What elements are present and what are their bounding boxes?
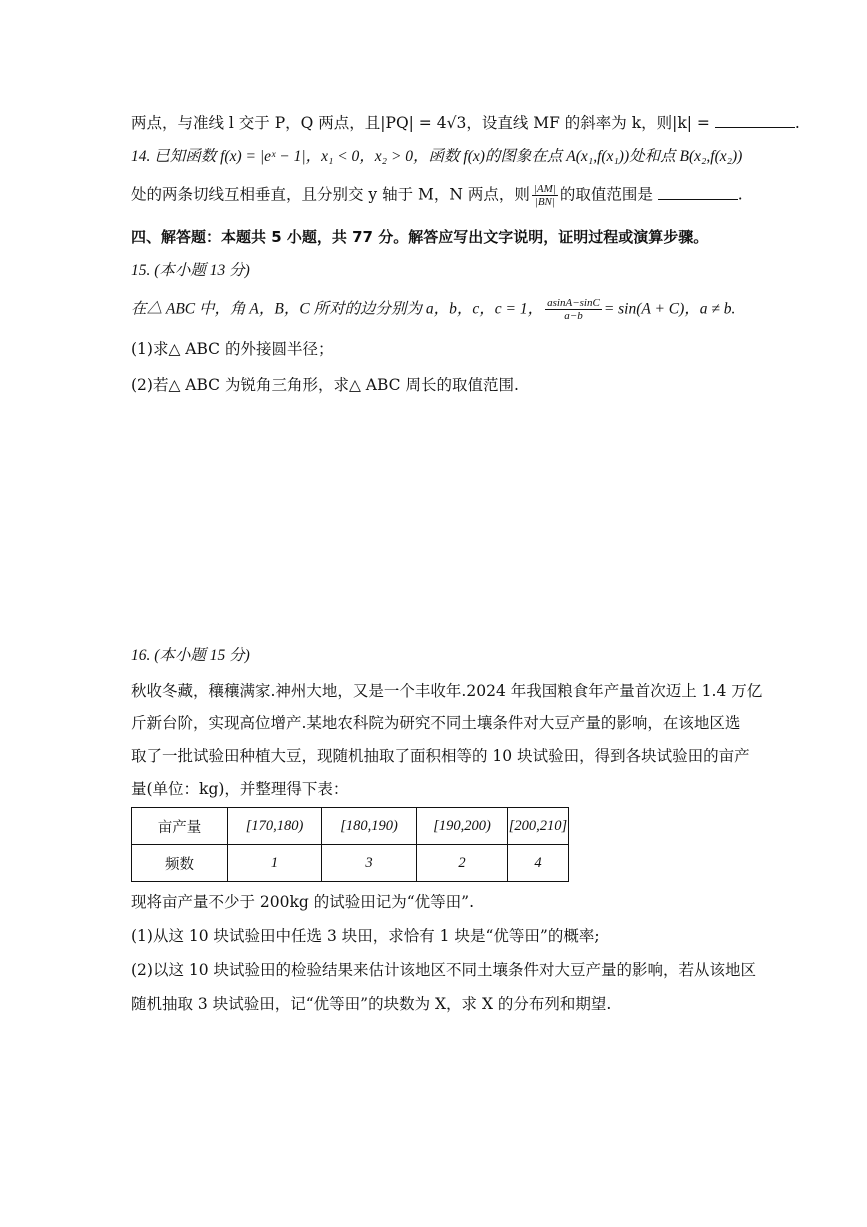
- q15-stem-a: 在△ ABC 中，角 A，B，C 所对的边分别为 a，b，c，c = 1，: [131, 300, 544, 318]
- table-cell: [170,180): [228, 808, 322, 845]
- q15-part2: (2)若△ ABC 为锐角三角形，求△ ABC 周长的取值范围.: [131, 376, 519, 394]
- table-cell: 4: [508, 845, 569, 882]
- q16-part2-line1: (2)以这 10 块试验田的检验结果来估计该地区不同土壤条件对大豆产量的影响，若从该地区: [131, 961, 757, 979]
- table-row-header: 亩产量: [132, 808, 228, 845]
- table-cell: 1: [228, 845, 322, 882]
- table-row-header: 频数: [132, 845, 228, 882]
- q15-part1: (1)求△ ABC 的外接圆半径；: [131, 340, 334, 358]
- fraction-denominator: |BN|: [534, 196, 555, 208]
- q13-continuation: [131, 112, 800, 134]
- table-row: [132, 845, 569, 882]
- section-heading: 四、解答题：本题共 5 小题，共 77 分。解答应写出文字说明，证明过程或演算步骤。: [131, 228, 709, 246]
- q16-header: 16. (本小题 15 分): [131, 647, 250, 664]
- fraction-denominator: a−b: [564, 310, 583, 322]
- table-cell: [190,200): [417, 808, 508, 845]
- q16-paragraph-line: 斤新台阶，实现高位增产.某地农科院为研究不同土壤条件对大豆产量的影响，在该地区选: [131, 714, 741, 732]
- q14-line1: 14. 已知函数 f(x) = |eˣ − 1|，x₁ < 0，x₂ > 0，函数 f(x)的图象在点 A(x₁,f(x₁))处和点 B(x₂,f(x₂)): [131, 148, 743, 165]
- q15-stem: [131, 297, 735, 322]
- q13-end: .: [794, 114, 800, 132]
- answer-blank: [715, 113, 795, 128]
- ratio-fraction: [532, 183, 558, 208]
- q16-part2-line2: 随机抽取 3 块试验田，记“优等田”的块数为 X，求 X 的分布列和期望.: [131, 995, 612, 1013]
- q16-note: 现将亩产量不少于 200kg 的试验田记为“优等田”.: [131, 893, 475, 911]
- fraction-numerator: |AM|: [533, 183, 556, 195]
- q14-line2-a: 处的两条切线互相垂直，且分别交 y 轴于 M，N 两点，则: [131, 185, 530, 204]
- yield-frequency-table: [131, 807, 569, 882]
- q15-header: 15. (本小题 13 分): [131, 262, 250, 279]
- answer-blank: [658, 185, 738, 200]
- table-cell: [180,190): [322, 808, 417, 845]
- q14-end: .: [737, 185, 743, 204]
- table-cell: [200,210]: [508, 808, 569, 845]
- q16-paragraph-line: 秋收冬藏，穰穰满家.神州大地，又是一个丰收年.2024 年我国粮食年产量首次迈上 1.4 万亿: [131, 682, 763, 700]
- fraction-numerator: asinA−sinC: [547, 297, 600, 309]
- q14-line2-b: 的取值范围是: [559, 185, 658, 204]
- q16-paragraph-line: 量(单位：kg)，并整理得下表：: [131, 780, 349, 798]
- table-cell: 2: [417, 845, 508, 882]
- q16-part1: (1)从这 10 块试验田中任选 3 块田，求恰有 1 块是“优等田”的概率;: [131, 927, 600, 945]
- table-cell: 3: [322, 845, 417, 882]
- q16-paragraph-line: 取了一批试验田种植大豆，现随机抽取了面积相等的 10 块试验田，得到各块试验田的亩产: [131, 747, 750, 765]
- q15-stem-b: = sin(A + C)，a ≠ b.: [603, 300, 736, 318]
- q15-fraction: [545, 297, 602, 322]
- table-row: [132, 808, 569, 845]
- q14-line2: [131, 183, 743, 208]
- q13-text: 两点，与准线 l 交于 P，Q 两点，且|PQ| = 4√3，设直线 MF 的斜率为 k，则|k| =: [131, 114, 715, 132]
